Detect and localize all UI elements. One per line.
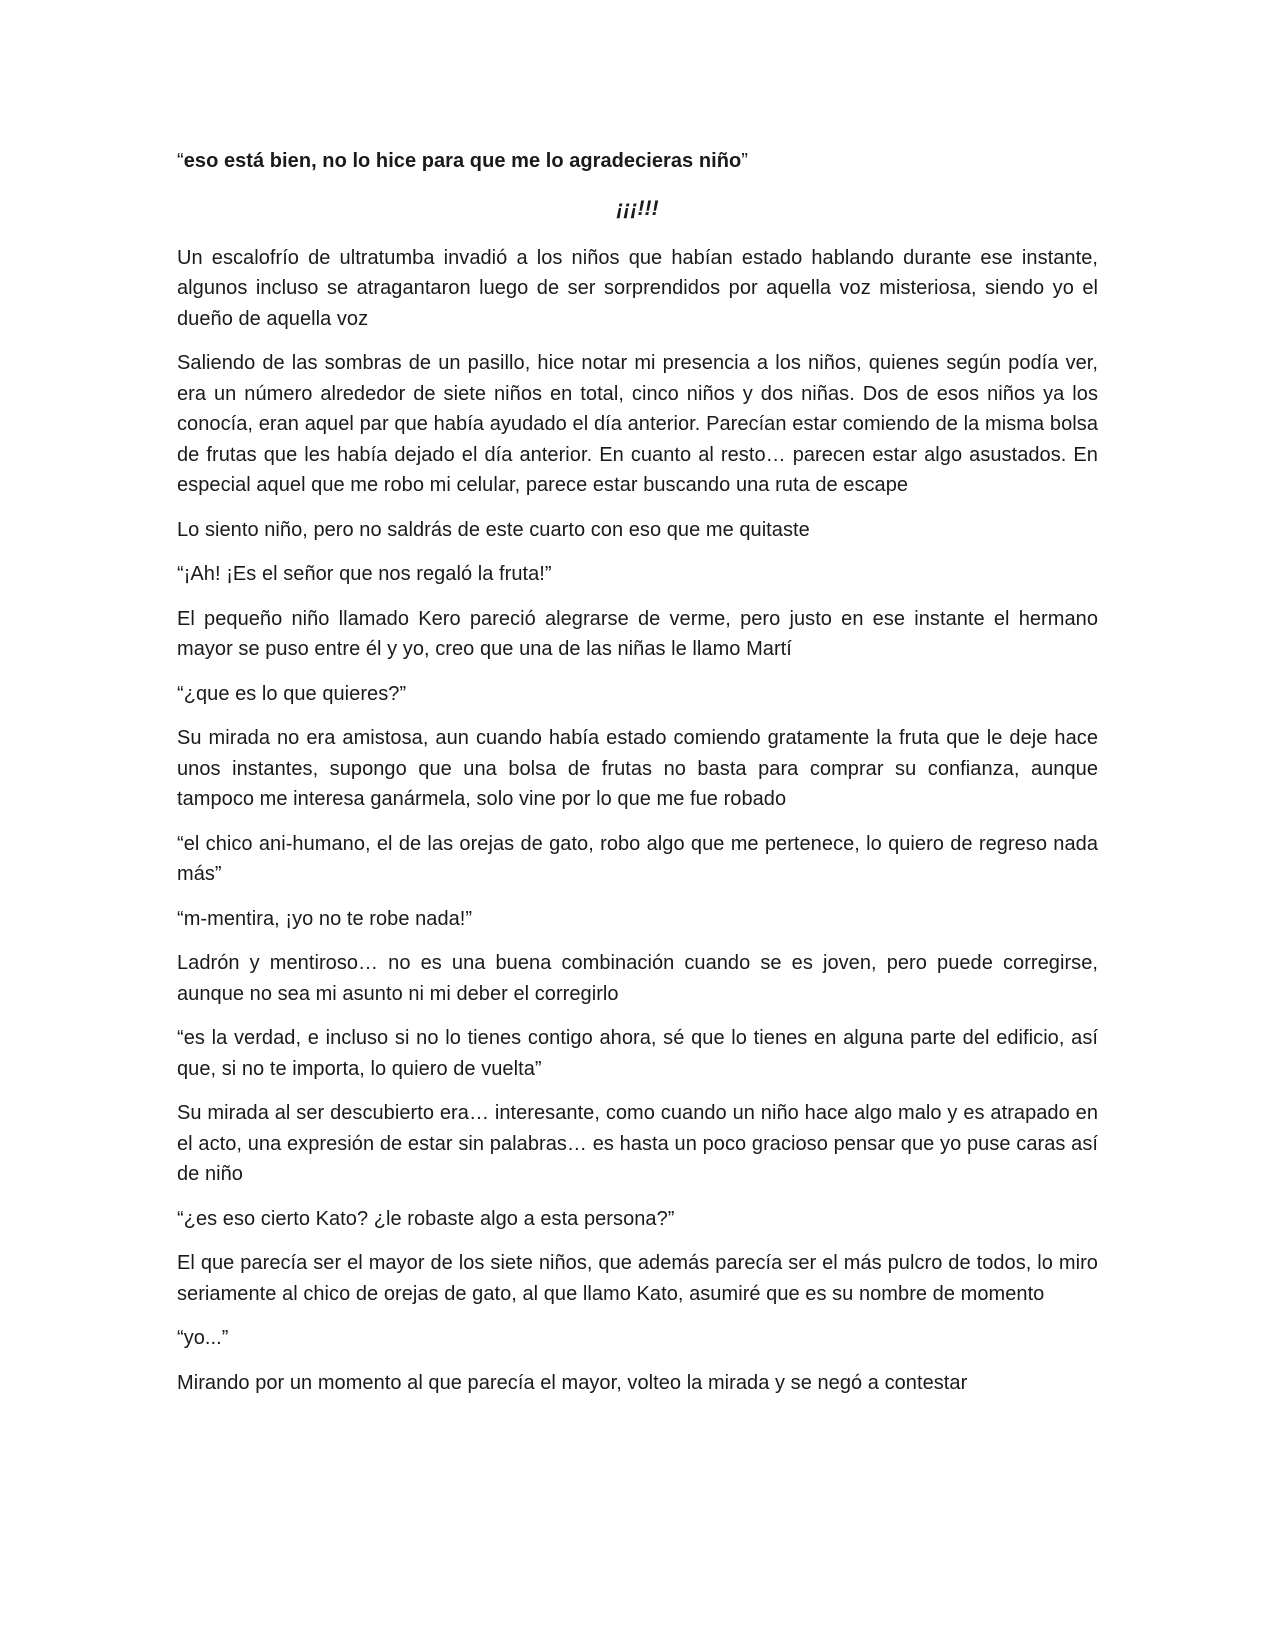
dialogue-paragraph: “es la verdad, e incluso si no lo tienes contigo ahora, sé que lo tienes en alguna parte del edificio, así que, si no te importa, lo quiero de vuelta” (177, 1027, 1098, 1080)
page-content (177, 146, 1098, 1412)
scene-break-shout: ¡¡¡!!! (616, 196, 659, 220)
dialogue-paragraph: “¿que es lo que quieres?” (177, 682, 407, 705)
dialogue-paragraph: “el chico ani-humano, el de las orejas de gato, robo algo que me pertenece, lo quiero de regreso nada más” (177, 832, 1098, 885)
paragraph: Lo siento niño, pero no saldrás de este cuarto con eso que me quitaste (177, 518, 810, 541)
dialogue-paragraph: “¿es eso cierto Kato? ¿le robaste algo a esta persona?” (177, 1207, 675, 1230)
paragraph: Su mirada al ser descubierto era… interesante, como cuando un niño hace algo malo y es atrapado en el acto, una expresión de estar sin palabras… es hasta un poco gracioso pensar que yo puse caras así de niño (177, 1102, 1098, 1185)
opening-dialogue-text: eso está bien, no lo hice para que me lo agradecieras niño (183, 150, 742, 172)
dialogue-paragraph: “yo...” (177, 1327, 229, 1349)
paragraph: Su mirada no era amistosa, aun cuando había estado comiendo gratamente la fruta que le deje hace unos instantes, supongo que una bolsa de frutas no basta para comprar su confianza, aunque tampoco me interesa ganármela, solo vine por lo que me fue robado (177, 727, 1098, 810)
dialogue-paragraph: “¡Ah! ¡Es el señor que nos regaló la fruta!” (177, 563, 552, 585)
paragraph: El pequeño niño llamado Kero pareció alegrarse de verme, pero justo en ese instante el hermano mayor se puso entre él y yo, creo que una de las niñas le llamo Martí (177, 607, 1098, 660)
opening-open-quote: “ (177, 150, 184, 172)
paragraph: Un escalofrío de ultratumba invadió a los niños que habían estado hablando durante ese instante, algunos incluso se atragantaron luego de ser sorprendidos por aquella voz misteriosa, siendo yo el dueño de aquella voz (177, 246, 1098, 330)
paragraph: El que parecía ser el mayor de los siete niños, que además parecía ser el más pulcro de todos, lo miro seriamente al chico de orejas de gato, al que llamo Kato, asumiré que es su nombre de momento (177, 1252, 1098, 1305)
paragraph: Ladrón y mentiroso… no es una buena combinación cuando se es joven, pero puede corregirse, aunque no sea mi asunto ni mi deber el corregirlo (177, 952, 1098, 1005)
opening-dialogue (177, 146, 1098, 177)
dialogue-paragraph: “m-mentira, ¡yo no te robe nada!” (177, 907, 473, 930)
opening-close-quote: ” (741, 150, 748, 172)
paragraph: Saliendo de las sombras de un pasillo, hice notar mi presencia a los niños, quienes según podía ver, era un número alrededor de siete niños en total, cinco niños y dos niñas. Dos de esos niños ya los conocía, eran aquel par que había ayudado el día anterior. Parecían estar comiendo de la misma bolsa de frutas que les había dejado el día anterior. En cuanto al resto… parecen estar algo asustados. En especial aquel que me robo mi celular, parece estar buscando una ruta de escape (177, 352, 1098, 496)
paragraph: Mirando por un momento al que parecía el mayor, volteo la mirada y se negó a contestar (177, 1371, 968, 1394)
